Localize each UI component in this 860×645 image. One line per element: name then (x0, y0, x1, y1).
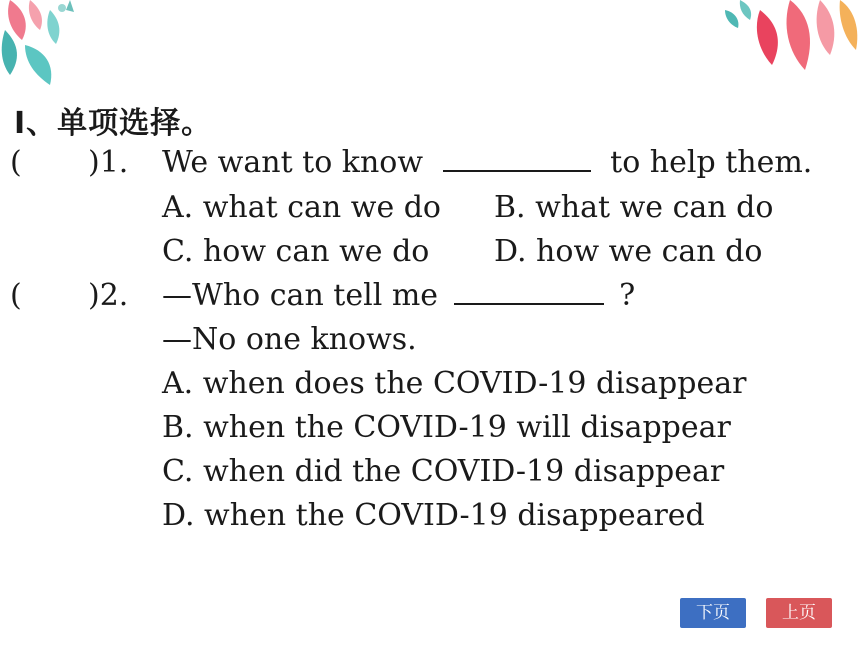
section-title: Ⅰ、单项选择。 (14, 106, 213, 141)
leaf-decoration-top-right (720, 0, 860, 75)
q1-answer-box[interactable] (40, 146, 80, 176)
q1-stem-after: to help them. (610, 145, 813, 180)
q1-number: )1. (88, 145, 129, 180)
q1-blank (443, 170, 591, 172)
leaf-decoration-top-left (0, 0, 110, 95)
q1-stem-before: We want to know (162, 145, 424, 180)
q2-number: )2. (88, 278, 129, 313)
q2-stem-after: ? (619, 278, 636, 313)
q2-blank (454, 303, 604, 305)
q1-option-d: D. how we can do (494, 234, 763, 269)
q2-stem (162, 278, 636, 313)
q2-open-paren: ( (10, 278, 22, 313)
previous-page-button[interactable]: 上页 (766, 598, 832, 628)
q1-open-paren: ( (10, 145, 22, 180)
q2-response: —No one knows. (162, 322, 417, 357)
next-page-button[interactable]: 下页 (680, 598, 746, 628)
q2-option-b: B. when the COVID-19 will disappear (162, 410, 731, 445)
q2-option-d: D. when the COVID-19 disappeared (162, 498, 705, 533)
q2-answer-box[interactable] (40, 279, 80, 309)
q2-option-a: A. when does the COVID-19 disappear (162, 366, 747, 401)
q2-option-c: C. when did the COVID-19 disappear (162, 454, 725, 489)
q1-option-a: A. what can we do (162, 190, 441, 225)
q1-option-b: B. what we can do (494, 190, 774, 225)
q2-stem-before: —Who can tell me (162, 278, 439, 313)
q1-stem (162, 145, 813, 180)
q1-option-c: C. how can we do (162, 234, 430, 269)
